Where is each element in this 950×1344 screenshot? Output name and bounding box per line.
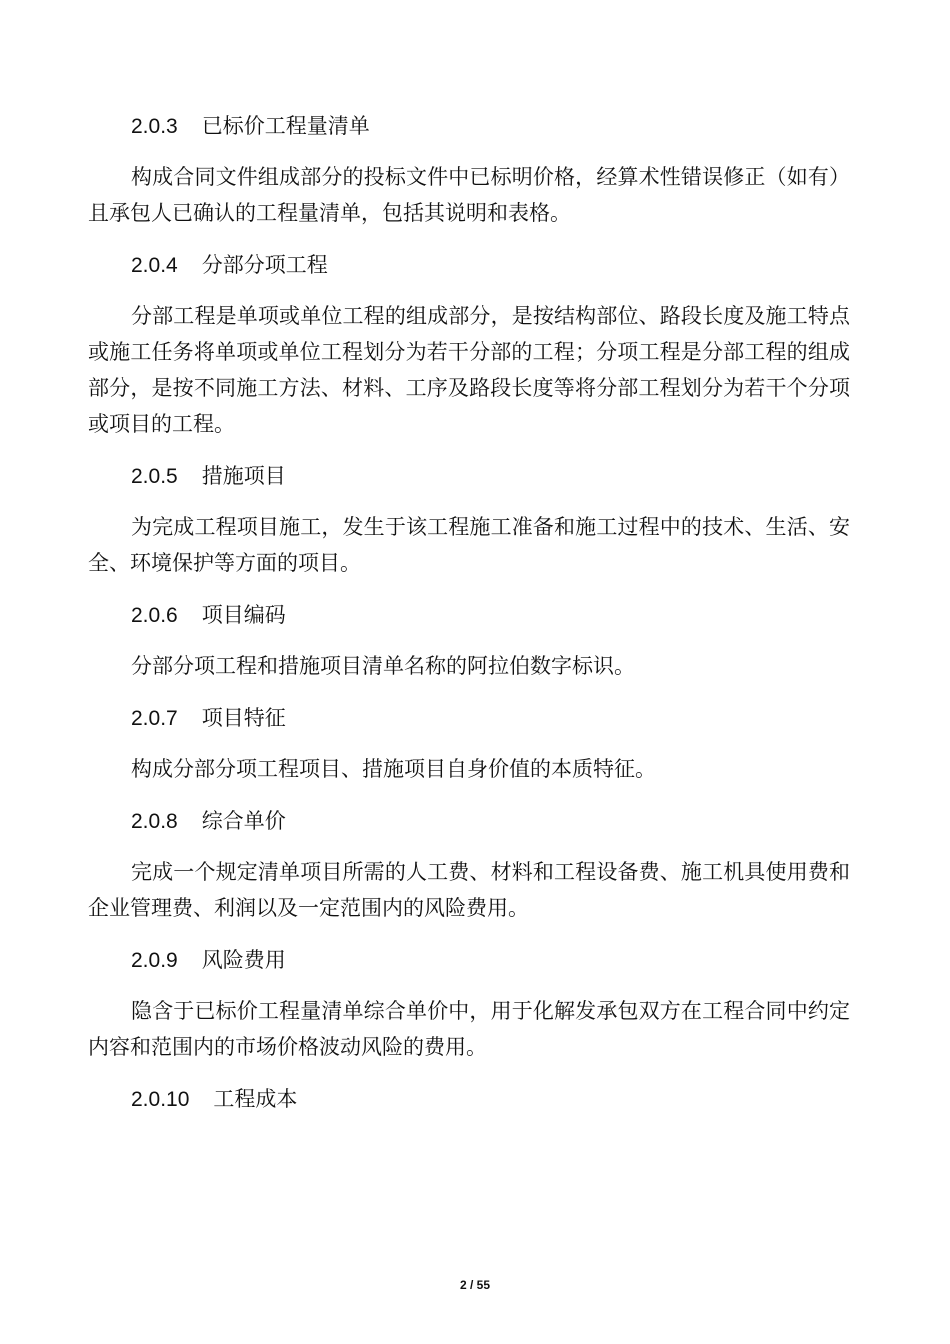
section-heading-2-0-3 (88, 104, 850, 149)
page-number: 2 / 55 (459, 1278, 491, 1292)
section-title: 综合单价 (201, 809, 286, 833)
section-heading-2-0-5 (88, 454, 850, 499)
section-number: 2.0.6 (131, 604, 178, 627)
section-body: 为完成工程项目施工，发生于该工程施工准备和施工过程中的技术、生活、安全、环境保护等方面的项目。 (88, 515, 850, 575)
section-number: 2.0.10 (131, 1088, 190, 1111)
section-title: 分部分项工程 (201, 253, 328, 277)
section-body: 分部分项工程和措施项目清单名称的阿拉伯数字标识。 (131, 654, 635, 678)
section-number: 2.0.4 (131, 254, 178, 277)
section-number: 2.0.9 (131, 949, 178, 972)
section-title: 项目特征 (201, 706, 286, 730)
section-title: 已标价工程量清单 (201, 114, 370, 138)
section-title: 工程成本 (213, 1087, 298, 1111)
section-heading-2-0-4 (88, 243, 850, 288)
document-page (88, 104, 850, 1132)
section-title: 风险费用 (201, 948, 286, 972)
section-number: 2.0.3 (131, 115, 178, 138)
section-body: 隐含于已标价工程量清单综合单价中，用于化解发承包双方在工程合同中约定内容和范围内的市场价格波动风险的费用。 (88, 999, 850, 1059)
section-number: 2.0.5 (131, 465, 178, 488)
section-heading-2-0-10 (88, 1077, 850, 1122)
section-body: 分部工程是单项或单位工程的组成部分，是按结构部位、路段长度及施工特点或施工任务将单项或单位工程划分为若干分部的工程；分项工程是分部工程的组成部分，是按不同施工方法、材料、工序及路段长度等将分部工程划分为若干个分项或项目的工程。 (88, 304, 850, 436)
section-number: 2.0.7 (131, 707, 178, 730)
section-heading-2-0-7 (88, 696, 850, 741)
section-title: 项目编码 (201, 603, 286, 627)
section-heading-2-0-9 (88, 938, 850, 983)
section-body: 构成合同文件组成部分的投标文件中已标明价格，经算术性错误修正（如有）且承包人已确认的工程量清单，包括其说明和表格。 (88, 165, 850, 225)
section-body: 完成一个规定清单项目所需的人工费、材料和工程设备费、施工机具使用费和企业管理费、利润以及一定范围内的风险费用。 (88, 860, 850, 920)
section-title: 措施项目 (201, 464, 286, 488)
section-heading-2-0-8 (88, 799, 850, 844)
section-heading-2-0-6 (88, 593, 850, 638)
section-body: 构成分部分项工程项目、措施项目自身价值的本质特征。 (131, 757, 656, 781)
section-number: 2.0.8 (131, 810, 178, 833)
